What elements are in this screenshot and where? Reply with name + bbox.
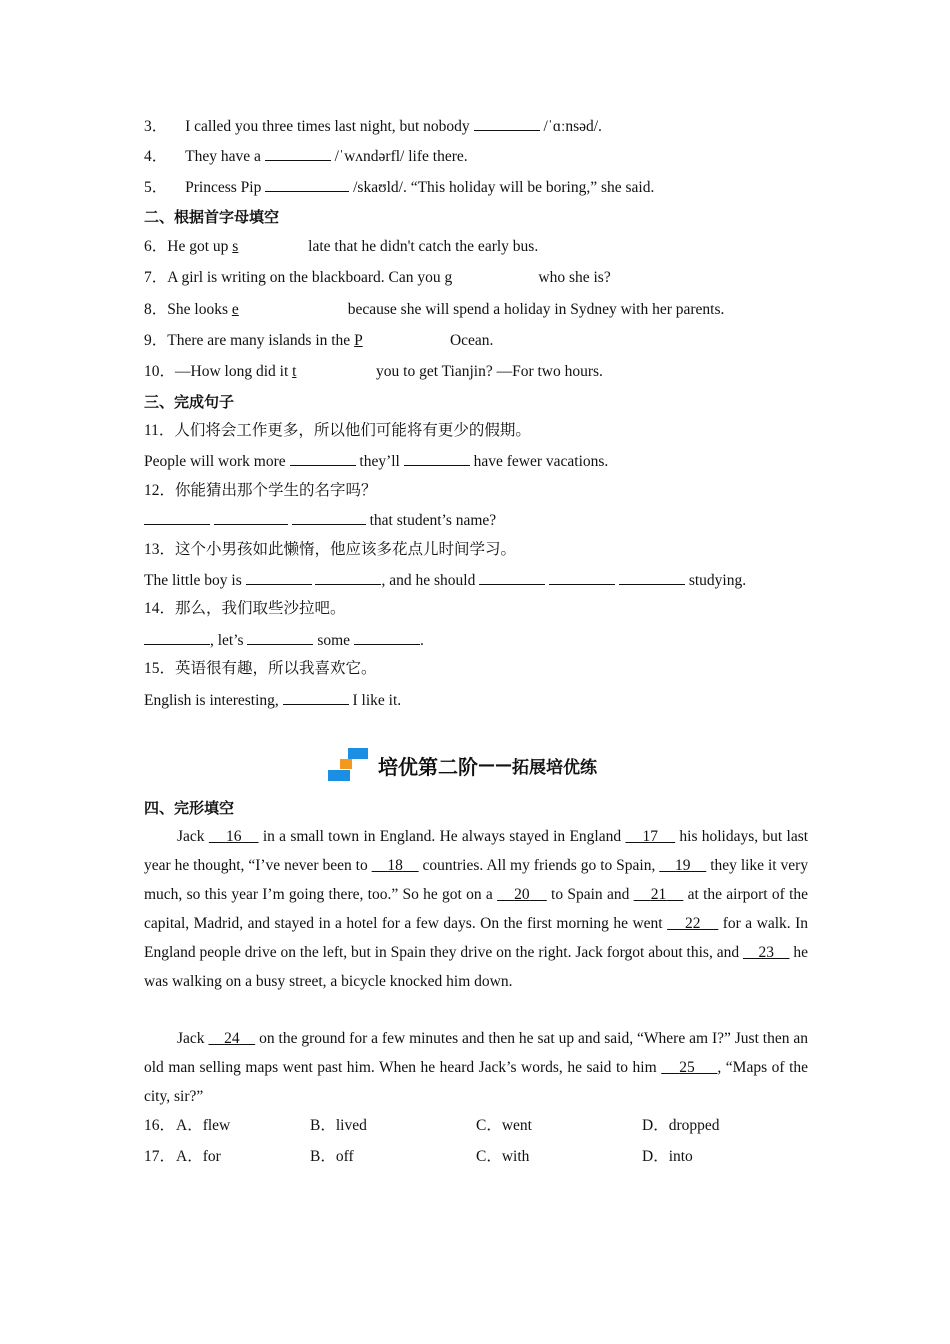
- answer-blank[interactable]: [549, 570, 615, 585]
- banner-title: 培优第二阶: [378, 754, 478, 779]
- answer-blank[interactable]: [144, 630, 210, 645]
- cloze-text: at the airport of the capital, Madrid, and stayed in a hotel for a few days. On the first morning he went: [144, 886, 809, 932]
- question-number: 7．: [144, 269, 168, 286]
- option-c[interactable]: C．went: [476, 1117, 532, 1134]
- option-a[interactable]: A．flew: [176, 1117, 231, 1134]
- question-10: [144, 362, 603, 382]
- cloze-blank[interactable]: [625, 828, 675, 845]
- cloze-blank[interactable]: [661, 1059, 717, 1076]
- option-b[interactable]: B．off: [310, 1148, 354, 1165]
- option-number: 17．: [144, 1148, 176, 1165]
- question-number: 5．: [144, 179, 168, 196]
- question-text: Princess Pip: [185, 179, 262, 196]
- question-5: [144, 177, 654, 198]
- question-text: She looks: [167, 301, 228, 318]
- option-a[interactable]: A．for: [176, 1148, 221, 1165]
- sentence-part: , and he should: [381, 572, 476, 589]
- option-b[interactable]: B．lived: [310, 1117, 367, 1134]
- sentence-part: studying.: [688, 572, 747, 589]
- cloze-blank[interactable]: [743, 944, 790, 961]
- question-12-english: [144, 510, 496, 531]
- answer-blank[interactable]: [144, 510, 210, 525]
- cloze-blank[interactable]: [208, 1030, 255, 1047]
- option-d[interactable]: D．dropped: [642, 1117, 720, 1134]
- cloze-text: , “Maps of the city, sir?”: [144, 1059, 809, 1105]
- blank-number: 25: [679, 1059, 695, 1076]
- question-text: He got up: [167, 238, 229, 255]
- blank-number: 24: [224, 1030, 240, 1047]
- question-number: 3．: [144, 118, 168, 135]
- section-heading-4: 四、完形填空: [144, 799, 235, 817]
- cloze-paragraph-2: [144, 1024, 808, 1111]
- question-4: [144, 146, 468, 167]
- answer-blank[interactable]: [247, 630, 313, 645]
- answer-blank[interactable]: [619, 570, 685, 585]
- section-banner: [328, 748, 597, 782]
- blank-number: 16: [225, 828, 242, 845]
- cloze-blank[interactable]: [667, 915, 718, 932]
- question-text: /ˈwʌndərfl/ life there.: [334, 148, 468, 165]
- cloze-text: his holidays, but last year he thought, “I’ve never been to: [144, 828, 809, 874]
- question-text: There are many islands in the: [167, 332, 351, 349]
- sentence-part: .: [419, 632, 424, 649]
- answer-blank[interactable]: [404, 451, 470, 466]
- blank-number: 19: [675, 857, 691, 874]
- option-c[interactable]: C．with: [476, 1148, 530, 1165]
- cloze-blank[interactable]: [497, 886, 547, 903]
- answer-blank[interactable]: [214, 510, 288, 525]
- cloze-text: to Spain and: [551, 886, 630, 903]
- sentence-part: that student’s name?: [369, 512, 497, 529]
- option-d[interactable]: D．into: [642, 1148, 693, 1165]
- blank-number: 23: [758, 944, 774, 961]
- question-text: They have a: [185, 148, 261, 165]
- question-9: [144, 331, 493, 351]
- cloze-blank[interactable]: [209, 828, 259, 845]
- question-14-english: [144, 630, 424, 651]
- question-text: /ˈɑːnsəd/.: [543, 118, 602, 135]
- initial-letter-blank[interactable]: t: [292, 363, 297, 380]
- blank-number: 21: [650, 886, 667, 903]
- sentence-part: People will work more: [144, 453, 286, 470]
- question-15-chinese: 15．英语很有趣，所以我喜欢它。: [144, 660, 377, 677]
- cloze-text: in a small town in England. He always stayed in England: [262, 828, 622, 845]
- sentence-part: some: [317, 632, 351, 649]
- answer-blank[interactable]: [479, 570, 545, 585]
- cloze-text: Jack: [177, 828, 205, 845]
- sentence-part: The little boy is: [144, 572, 242, 589]
- question-number: 8．: [144, 301, 168, 318]
- question-text: because she will spend a holiday in Sydney with her parents.: [347, 301, 725, 318]
- question-text: A girl is writing on the blackboard. Can you: [167, 269, 441, 286]
- initial-letter-blank[interactable]: g: [444, 269, 453, 286]
- answer-blank[interactable]: [292, 510, 366, 525]
- question-13-english: [144, 570, 746, 591]
- cloze-blank[interactable]: [372, 857, 419, 874]
- cloze-text: he was walking on a busy street, a bicycle knocked him down.: [144, 944, 809, 990]
- question-text: who she is?: [538, 269, 611, 286]
- cloze-text: for a walk. In England people drive on the left, but in Spain they drive on the right. Jack forgot about this, and: [144, 915, 809, 961]
- question-number: 10．: [144, 363, 176, 380]
- question-7: [144, 268, 611, 288]
- question-15-english: [144, 690, 401, 711]
- answer-blank[interactable]: [354, 630, 420, 645]
- question-text: —How long did it: [175, 363, 289, 380]
- sentence-part: I like it.: [352, 692, 402, 709]
- question-11-chinese: 11．人们将会工作更多，所以他们可能将有更少的假期。: [144, 422, 531, 439]
- banner-subtitle: 拓展培优练: [512, 757, 597, 778]
- question-number: 4．: [144, 148, 168, 165]
- section-heading-3: 三、完成句子: [144, 393, 235, 411]
- question-8: [144, 300, 724, 320]
- blank-number: 18: [387, 857, 403, 874]
- sentence-part: , let’s: [210, 632, 244, 649]
- cloze-text: Jack: [177, 1030, 205, 1047]
- blank-number: 20: [514, 886, 530, 903]
- question-3: [144, 116, 602, 137]
- sentence-part: have fewer vacations.: [473, 453, 609, 470]
- answer-blank[interactable]: [290, 451, 356, 466]
- initial-letter-blank[interactable]: s: [232, 238, 239, 255]
- cloze-paragraph-1: [144, 822, 808, 996]
- question-6: [144, 237, 538, 257]
- question-text: I called you three times last night, but nobody: [185, 118, 470, 135]
- question-text: Ocean.: [449, 332, 494, 349]
- blocks-logo-icon: [328, 748, 370, 782]
- sentence-part: they’ll: [359, 453, 400, 470]
- initial-letter-blank[interactable]: P: [354, 332, 363, 349]
- answer-blank[interactable]: [315, 570, 381, 585]
- question-14-chinese: 14．那么，我们取些沙拉吧。: [144, 600, 346, 617]
- question-text: late that he didn't catch the early bus.: [308, 238, 539, 255]
- cloze-blank[interactable]: [659, 857, 706, 874]
- question-11-english: [144, 451, 608, 472]
- cloze-text: on the ground for a few minutes and then he sat up and said, “Where am I?” Just then an old man selling maps went past him. When he heard Jack’s words, he said to him: [144, 1030, 809, 1076]
- question-text: /skaʊld/. “This holiday will be boring,” she said.: [353, 179, 655, 196]
- question-number: 6．: [144, 238, 168, 255]
- cloze-text: they like it very much, so this year I’m going there, too.” So he got on a: [144, 857, 809, 903]
- option-number: 16．: [144, 1117, 176, 1134]
- answer-blank[interactable]: [474, 116, 540, 131]
- question-12-chinese: 12．你能猜出那个学生的名字吗？: [144, 482, 377, 499]
- question-number: 9．: [144, 332, 168, 349]
- question-13-chinese: 13．这个小男孩如此懒惰，他应该多花点儿时间学习。: [144, 541, 517, 558]
- cloze-blank[interactable]: [634, 886, 684, 903]
- blank-number: 17: [642, 828, 658, 845]
- sentence-part: English is interesting,: [144, 692, 279, 709]
- answer-blank[interactable]: [265, 177, 349, 192]
- cloze-text: countries. All my friends go to Spain,: [422, 857, 656, 874]
- initial-letter-blank[interactable]: e: [231, 301, 239, 318]
- answer-blank[interactable]: [265, 146, 331, 161]
- banner-dash: ——: [478, 755, 512, 775]
- answer-blank[interactable]: [246, 570, 312, 585]
- blank-number: 22: [684, 915, 701, 932]
- answer-blank[interactable]: [283, 690, 349, 705]
- question-text: you to get Tianjin? —For two hours.: [376, 363, 603, 380]
- section-heading-2: 二、根据首字母填空: [144, 208, 280, 226]
